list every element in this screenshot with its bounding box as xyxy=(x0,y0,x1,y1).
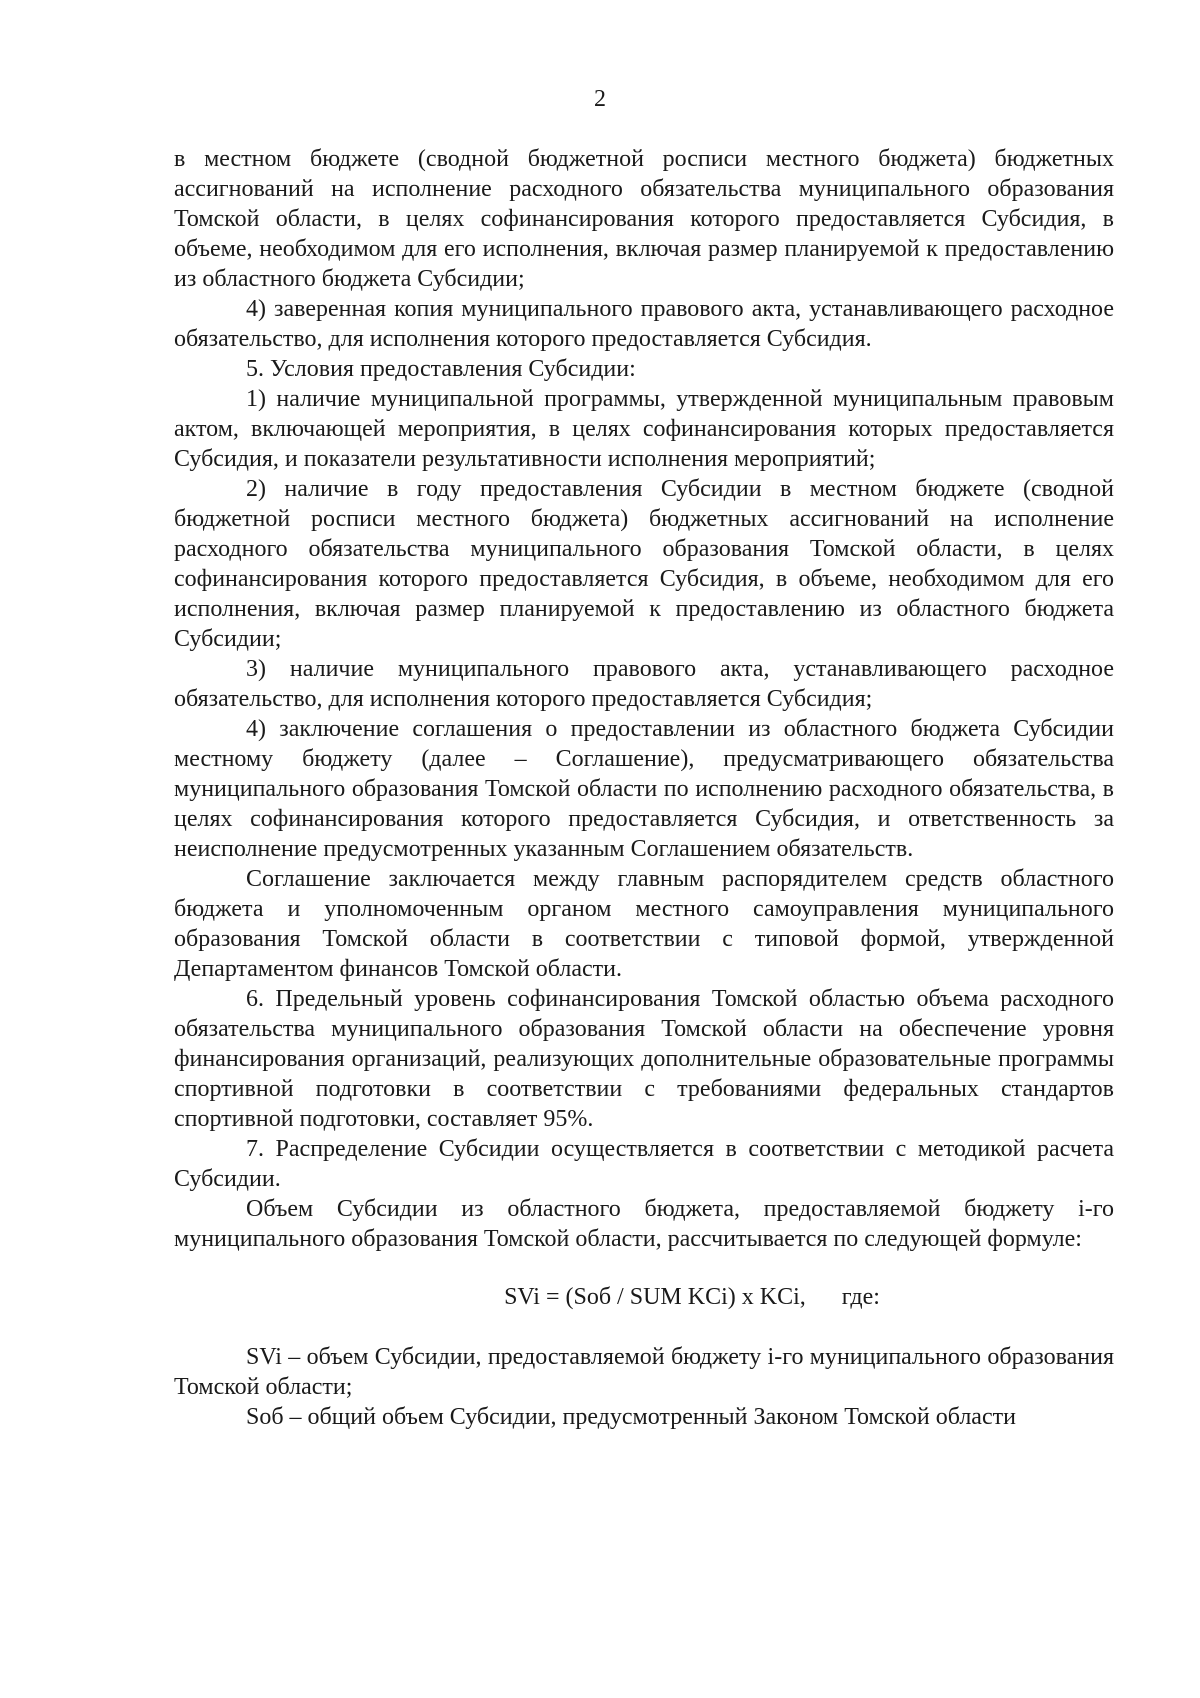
paragraph-section-7: 7. Распределение Субсидии осуществляется в соответствии с методикой расчета Субсидии. xyxy=(174,1136,1114,1192)
paragraph-continuation: в местном бюджете (сводной бюджетной росписи местного бюджета) бюджетных ассигнований на исполнение расходного обязательства муниципального образования Томской области, в целях софинансирования которого предоставляется Субсидия, в объеме, необходимом для его исполнения, включая размер планируемой к предоставлению из областного бюджета Субсидии; xyxy=(174,146,1114,292)
paragraph-condition-2: 2) наличие в году предоставления Субсидии в местном бюджете (сводной бюджетной росписи местного бюджета) бюджетных ассигнований на исполнение расходного обязательства муниципального образования Томской области, в целях софинансирования которого предоставляется Субсидия, в объеме, необходимом для его исполнения, включая размер планируемой к предоставлению из областного бюджета Субсидии; xyxy=(174,476,1114,652)
paragraph-condition-1: 1) наличие муниципальной программы, утвержденной муниципальным правовым актом, включающей мероприятия, в целях софинансирования которых предоставляется Субсидия, и показатели результативности исполнения мероприятий; xyxy=(174,386,1114,472)
paragraph-agreement: Соглашение заключается между главным распорядителем средств областного бюджета и уполномоченным органом местного самоуправления муниципального образования Томской области в соответствии с типовой формой, утвержденной Департаментом финансов Томской области. xyxy=(174,866,1114,982)
definition-svi: SVi – объем Субсидии, предоставляемой бюджету i-го муниципального образования Томской области; xyxy=(174,1344,1114,1400)
formula-expression: SVi = (Sоб / SUM KCi) x KCi, xyxy=(504,1284,806,1310)
paragraph-section-5-heading: 5. Условия предоставления Субсидии: xyxy=(246,356,636,382)
document-body xyxy=(174,144,1114,1432)
paragraph-item-4-certified-copy: 4) заверенная копия муниципального правового акта, устанавливающего расходное обязательство, для исполнения которого предоставляется Субсидия. xyxy=(174,296,1114,352)
paragraph-formula-intro: Объем Субсидии из областного бюджета, предоставляемой бюджету i-го муниципального образования Томской области, рассчитывается по следующей формуле: xyxy=(174,1196,1114,1252)
paragraph-condition-4: 4) заключение соглашения о предоставлении из областного бюджета Субсидии местному бюджету (далее – Соглашение), предусматривающего обязательства муниципального образования Томской области по исполнению расходного обязательства, в целях софинансирования которого предоставляется Субсидия, и ответственность за неисполнение предусмотренных указанным Соглашением обязательств. xyxy=(174,716,1114,862)
paragraph-section-6: 6. Предельный уровень софинансирования Томской областью объема расходного обязательства муниципального образования Томской области на обеспечение уровня финансирования организаций, реализующих дополнительные образовательные программы спортивной подготовки в соответствии с требованиями федеральных стандартов спортивной подготовки, составляет 95%. xyxy=(174,986,1114,1132)
paragraph-condition-3: 3) наличие муниципального правового акта, устанавливающего расходное обязательство, для исполнения которого предоставляется Субсидия; xyxy=(174,656,1114,712)
page-number: 2 xyxy=(594,86,606,112)
formula-where: где: xyxy=(841,1284,880,1310)
formula xyxy=(174,1282,1114,1312)
definition-sob: Sоб – общий объем Субсидии, предусмотренный Законом Томской области xyxy=(246,1404,1016,1430)
